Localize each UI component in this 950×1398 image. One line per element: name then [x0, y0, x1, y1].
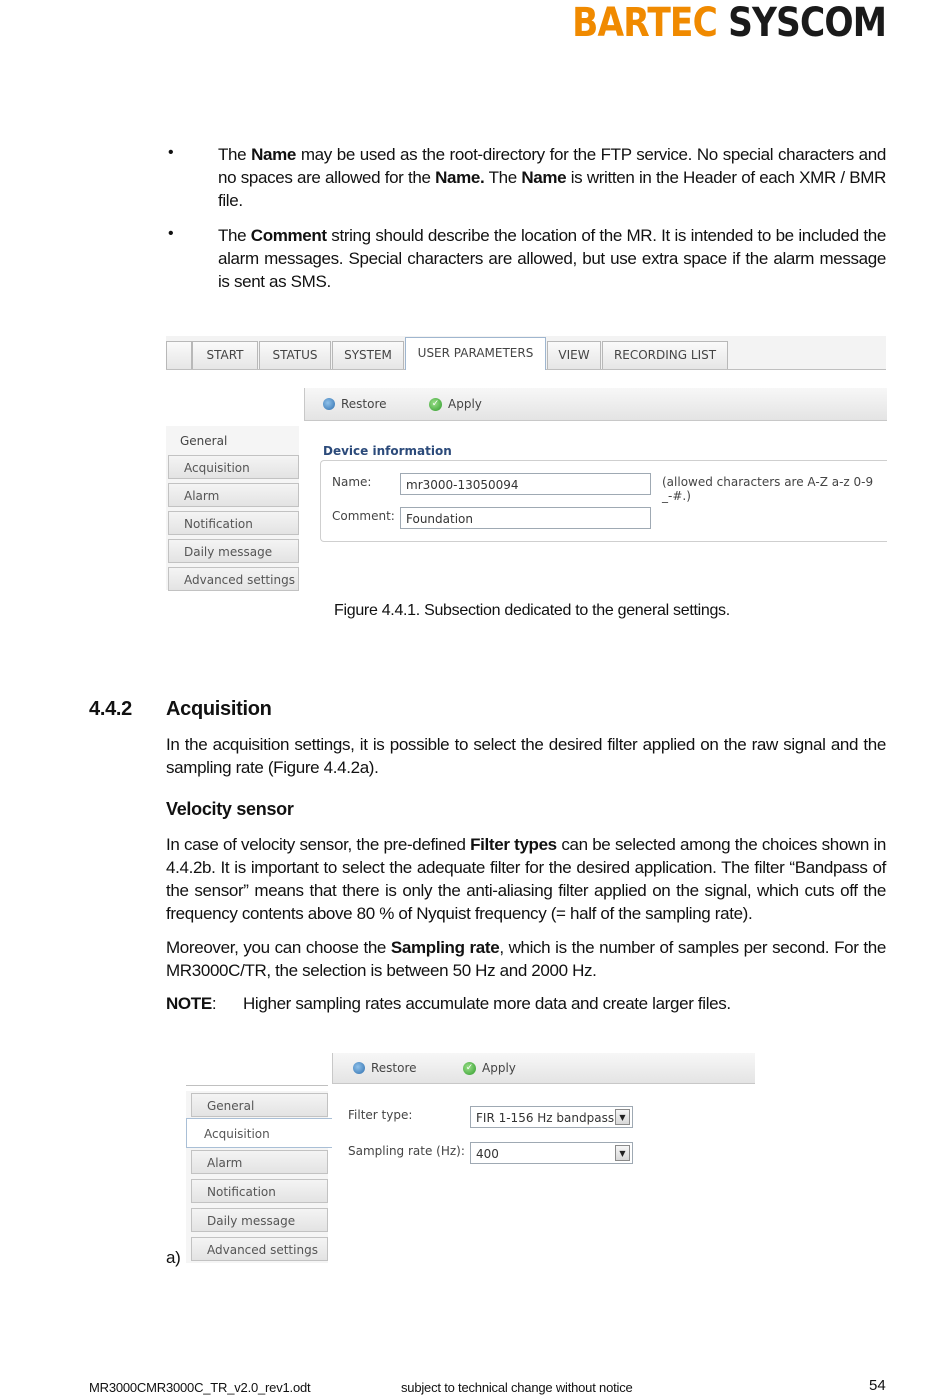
toolbar-spacer [186, 1053, 328, 1086]
toolbar-spacer [166, 370, 299, 427]
nav-advanced-settings[interactable]: Advanced settings [191, 1237, 328, 1261]
nav-alarm[interactable]: Alarm [168, 483, 299, 507]
tab-user-parameters[interactable]: USER PARAMETERS [405, 337, 546, 370]
footer-filename: MR3000CMR3000C_TR_v2.0_rev1.odt [89, 1380, 311, 1395]
bullet-marker: • [168, 144, 174, 161]
comment-input[interactable]: Foundation [400, 507, 651, 529]
check-icon: ✓ [463, 1062, 476, 1075]
name-input[interactable]: mr3000-13050094 [400, 473, 651, 495]
toolbar [332, 1053, 755, 1084]
section-title: Acquisition [166, 698, 272, 720]
apply-button[interactable]: ✓ Apply [463, 1053, 516, 1083]
footer-notice: subject to technical change without notice [401, 1380, 633, 1395]
device-information-heading: Device information [323, 444, 452, 458]
nav-general[interactable]: General [180, 434, 228, 448]
note-text: Higher sampling rates accumulate more data and create larger files. [243, 994, 731, 1013]
tab-system[interactable]: SYSTEM [332, 341, 404, 369]
filter-type-label: Filter type: [348, 1108, 413, 1122]
settings-nav [166, 426, 299, 590]
tab-start[interactable]: START [192, 341, 258, 369]
nav-daily-message[interactable]: Daily message [191, 1208, 328, 1232]
bullet-name-paragraph: The Name may be used as the root-directory for the FTP service. No special characters and no spaces are allowed for the Name. The Name is written in the Header of each XMR / BMR file. [218, 145, 887, 210]
company-logo: BARTEC SYSCOM [572, 0, 886, 46]
figure-caption: Figure 4.4.1. Subsection dedicated to the general settings. [334, 602, 730, 619]
restore-button[interactable]: Restore [353, 1053, 417, 1083]
section-number: 4.4.2 [89, 698, 132, 720]
main-tab-bar [166, 336, 886, 370]
allowed-characters-hint: (allowed characters are A-Z a-z 0-9 _-#.) [662, 475, 874, 503]
note-label: NOTE: [166, 994, 217, 1013]
chevron-down-icon: ▼ [615, 1145, 630, 1161]
name-label: Name: [332, 475, 372, 489]
subheading-velocity-sensor: Velocity sensor [166, 799, 294, 819]
figure-label-a: a) [166, 1248, 181, 1267]
nav-advanced-settings[interactable]: Advanced settings [168, 567, 299, 591]
tab-recording-list[interactable]: RECORDING LIST [602, 341, 728, 369]
section-intro: In the acquisition settings, it is possible to select the desired filter applied on the raw signal and the sampling rate (Figure 4.4.2a). [166, 735, 886, 777]
settings-nav [186, 1091, 328, 1263]
check-icon: ✓ [429, 398, 442, 411]
bullet-marker: • [168, 225, 174, 242]
nav-acquisition[interactable]: Acquisition [168, 455, 299, 479]
tab-overflow[interactable] [166, 341, 192, 369]
restore-icon [353, 1062, 365, 1074]
nav-general[interactable]: General [191, 1093, 328, 1117]
general-settings-screenshot [166, 336, 886, 590]
sampling-rate-select[interactable]: 400 ▼ [470, 1142, 633, 1164]
apply-button[interactable]: ✓ Apply [429, 388, 482, 420]
filter-type-select[interactable]: FIR 1-156 Hz bandpass ▼ [470, 1106, 633, 1128]
velocity-paragraph: In case of velocity sensor, the pre-defined Filter types can be selected among the choices shown in 4.4.2b. It is important to select the adequate filter for the desired application. The filter “Bandpass of the sensor” means that there is only the anti-aliasing filter applied on the signal, which cuts off the frequency contents above 80 % of Nyquist frequency (= half of the sampling rate). [166, 835, 887, 923]
device-information-group [320, 460, 887, 542]
sampling-rate-paragraph: Moreover, you can choose the Sampling rate, which is the number of samples per second. For the MR3000C/TR, the selection is between 50 Hz and 2000 Hz. [166, 938, 886, 980]
nav-acquisition[interactable]: Acquisition [186, 1118, 332, 1148]
nav-daily-message[interactable]: Daily message [168, 539, 299, 563]
comment-label: Comment: [332, 509, 395, 523]
nav-alarm[interactable]: Alarm [191, 1150, 328, 1174]
sampling-rate-label: Sampling rate (Hz): [348, 1144, 465, 1158]
restore-icon [323, 398, 335, 410]
page-number: 54 [869, 1377, 886, 1394]
nav-notification[interactable]: Notification [191, 1179, 328, 1203]
acquisition-settings-screenshot [186, 1053, 754, 1263]
tab-status[interactable]: STATUS [259, 341, 331, 369]
toolbar [304, 388, 887, 421]
tab-view[interactable]: VIEW [547, 341, 601, 369]
restore-button[interactable]: Restore [323, 388, 387, 420]
chevron-down-icon: ▼ [615, 1109, 630, 1125]
nav-notification[interactable]: Notification [168, 511, 299, 535]
bullet-comment-paragraph: The Comment string should describe the location of the MR. It is intended to be included the alarm messages. Special characters are allowed, but use extra space if the alarm message is sent as SMS. [218, 226, 886, 291]
